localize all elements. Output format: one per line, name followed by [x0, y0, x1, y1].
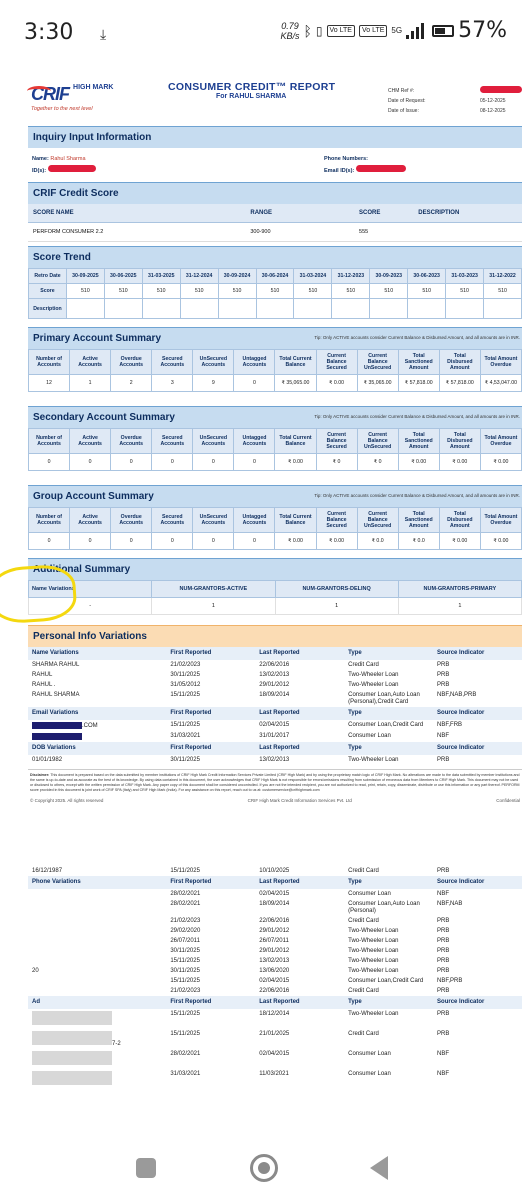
recent-apps-button[interactable] — [136, 1158, 156, 1178]
android-nav-bar — [0, 1140, 527, 1200]
account-value-cell: ₹ 0.0 — [357, 533, 398, 550]
report-for: For RAHUL SHARMA — [216, 93, 287, 100]
score-trend-table: Retro Date 30-09-2025 30-06-2025 31-03-2025 31-12-2024 30-09-2024 30-06-2024 31-03-2024 31-12-2023 30-09-2023 30-06-2023 31-03-2023 31-12-2022 Score 510 510 510 510 510 510 510 510 510 510 510 510 Description — [28, 268, 522, 319]
personal-info-variations: Personal Info Variations Name Variations First Reported Last Reported Type Source Indicator SHARMA RAHUL 21/02/2023 22/06/2016 Credit Card PRB RAHUL 30/11/2025 13/02/2013 Two-Wheeler Loan PRB RAHUL . 31/05/2012 29/01/2012 Two-Wheeler Loan PRB RAHUL SHARMA 15/11/2025 18/09/2014 Consumer Loan,Auto Loan (Personal),Credit Card NBF,NAB,PRB Email Variations First Reported Last Reported Type Source Indicator .COM 15/11/2025 02/04/2015 Consumer Loan,Credit Card NBF,FRB 31/03/2021 31/01/2017 Consumer Loan NBF DOB Variations First Reported Last Reported Type Source Indicator 01/01/1982 30/11/2025 13/02/2013 Two-Wheeler Loan PRB — [28, 625, 522, 765]
table-row: RAHUL 30/11/2025 13/02/2013 Two-Wheeler Loan PRB — [32, 671, 450, 678]
score-trend-section: Score Trend Retro Date 30-09-2025 30-06-2025 31-03-2025 31-12-2024 30-09-2024 30-06-2024 31-03-2024 31-12-2023 30-09-2023 30-06-2023 31-03-2023 31-12-2022 Score 510 510 510 510 510 510 510 510 510 510 510 510 Description — [28, 246, 522, 319]
personal-info-table — [28, 647, 522, 765]
account-value-cell: 0 — [234, 375, 275, 392]
table-row: 21/02/2023 22/06/2016 Credit Card PRB — [170, 917, 450, 924]
table-row: 31/03/2021 11/03/2021 Consumer Loan NBF — [28, 1069, 522, 1089]
account-value-cell: ₹ 0 — [357, 454, 398, 471]
account-value-cell: ₹ 0.00 — [275, 533, 316, 550]
crif-logo: CRIF $^{HIGH MARK}$ Together to the next level — [31, 84, 113, 112]
account-value-cell: 0 — [152, 533, 193, 550]
account-col-header: Current Balance Secured — [316, 350, 357, 375]
table-row: 28/02/2021 02/04/2015 Consumer Loan NBF — [170, 890, 450, 897]
account-value-cell: ₹ 35,065.00 — [357, 375, 398, 392]
account-col-header: Total Sanctioned Amount — [398, 508, 439, 533]
account-col-header: Current Balance UnSecured — [357, 429, 398, 454]
inquiry-section: Inquiry Input Information Name: Rahul Sharma ID(s): Phone Numbers: Email ID(s): — [28, 126, 522, 178]
report-header — [28, 72, 522, 122]
account-col-header: Total Amount Overdue — [480, 508, 521, 533]
net-speed: 0.79 KB/s — [280, 20, 300, 41]
redaction-mark — [32, 722, 82, 729]
account-col-header: Untagged Accounts — [234, 508, 275, 533]
report-page-1 — [28, 72, 522, 805]
account-value-cell: ₹ 0.00 — [398, 454, 439, 471]
variation-header-row: Phone Variations First Reported Last Reported Type Source Indicator — [28, 876, 522, 889]
volte-badge-2: Vo LTE — [359, 25, 387, 37]
account-col-header: Total Current Balance — [275, 508, 316, 533]
table-row: 30/11/2025 29/01/2012 Two-Wheeler Loan PRB — [170, 947, 450, 954]
table-row: 31/03/2021 31/01/2017 Consumer Loan NBF — [28, 731, 522, 742]
table-row: 20 30/11/2025 13/06/2020 Two-Wheeler Loan PRB — [32, 967, 450, 974]
score-table: SCORE NAME RANGE SCORE DESCRIPTION PERFORM CONSUMER 2.2 300-900 555 — [28, 204, 522, 242]
table-row: 15/11/2025 02/04/2015 Consumer Loan,Credit Card NBF,PRB — [170, 977, 463, 984]
table-row: .COM 15/11/2025 02/04/2015 Consumer Loan,Credit Card NBF,FRB — [28, 720, 522, 731]
table-row: 26/07/2011 26/07/2011 Two-Wheeler Loan PRB — [170, 937, 450, 944]
redaction-mark — [32, 1031, 112, 1045]
status-icons — [280, 18, 507, 43]
account-value-cell: ₹ 57,818.00 — [439, 375, 480, 392]
signal-icon — [406, 23, 428, 39]
variations-table-continued — [28, 866, 522, 1089]
page-footer: © Copyright 2025. All rights reserved CRIF High Mark Credit Information Services Pvt. Ltd Confidential — [30, 798, 520, 804]
account-col-header: Current Balance UnSecured — [357, 508, 398, 533]
account-col-header: Number of Accounts — [29, 429, 70, 454]
account-col-header: Active Accounts — [70, 508, 111, 533]
account-col-header: Secured Accounts — [152, 429, 193, 454]
account-col-header: Total Sanctioned Amount — [398, 350, 439, 375]
account-value-cell: 0 — [234, 533, 275, 550]
account-value-cell: ₹ 35,065.00 — [275, 375, 316, 392]
disclaimer: Disclaimer: This document is prepared based on the data submitted by member institutions of CRIF High Mark Credit Information Services Private Limited (CRIF High Mark) and by using the proprietary match logic of CRIF High Mark. No alterations are made to the data submitted by member institutions and the same is up-to-date and as accurate as the best of its knowledge. By using data contained in this document, the user acknowledges that CRIF High Mark is not responsible for errors/omissions resulting from submission of erroneous data from Members to CRIF High Mark. This document may not be used or disclosed to others, except with the written permission of CRIF High Mark. Any paper copy of this document shall be considered uncontrolled. If you are not the intended recipient, you are not authorized to read, print, retain, copy, disseminate, distribute or use this information or any part thereof. PERFORM score provided in this document is joint work of CRIF SPA (Italy) and CRIF High Mark (India). For any assistance on this report, reach out to us at: customerservice@crifhighmark.com — [28, 769, 522, 796]
clock: 3:30 — [24, 20, 74, 45]
account-value-cell: ₹ 0.00 — [480, 533, 521, 550]
account-value-cell: 0 — [193, 533, 234, 550]
secondary-account-summary: Secondary Account Summary Tip: Only ACTIVE accounts consider Current Balance & Disbursed Amount, and all amounts are in INR. Number of Accounts Active Accounts Overdue Accounts Secured Accounts UnSecured Accounts Untagged Accounts Total Current Balance Current Balance Secured Current Balance UnSecured Total Sanctioned Amount Total Disbursed Amount Total Amount Overdue 0 0 0 0 0 0 ₹ 0.00 ₹ 0 ₹ 0 ₹ 0.00 ₹ 0.00 ₹ 0.00 — [28, 406, 522, 471]
table-row: 7-2 15/11/2025 21/01/2025 Credit Card PRB — [28, 1029, 522, 1049]
account-col-header: Secured Accounts — [152, 508, 193, 533]
account-col-header: Active Accounts — [70, 350, 111, 375]
account-value-cell: 0 — [193, 454, 234, 471]
vibrate-icon: ▯ — [315, 23, 323, 38]
redaction-mark — [32, 1051, 112, 1065]
table-row: 28/02/2021 02/04/2015 Consumer Loan NBF — [28, 1049, 522, 1069]
variation-header-row: Name Variations First Reported Last Reported Type Source Indicator — [28, 647, 522, 660]
additional-summary: Additional Summary Name Variations NUM-GRANTORS-ACTIVE NUM-GRANTORS-DELINQ NUM-GRANTORS-PRIMARY - 1 1 1 — [28, 558, 522, 615]
variation-header-row: DOB Variations First Reported Last Reported Type Source Indicator — [28, 742, 522, 755]
redaction-mark — [32, 733, 82, 740]
account-col-header: Overdue Accounts — [111, 350, 152, 375]
status-bar — [0, 0, 527, 60]
account-value-cell: ₹ 0 — [316, 454, 357, 471]
redaction-mark — [32, 1071, 112, 1085]
account-col-header: Number of Accounts — [29, 508, 70, 533]
secondary-account-table — [28, 428, 522, 471]
table-row: 16/12/1987 15/11/2025 10/10/2025 Credit Card PRB — [32, 867, 450, 874]
account-col-header: Total Disbursed Amount — [439, 350, 480, 375]
account-col-header: Number of Accounts — [29, 350, 70, 375]
report-title: CONSUMER CREDIT™ REPORT — [168, 81, 336, 93]
battery-icon — [432, 25, 454, 37]
account-col-header: Total Sanctioned Amount — [398, 429, 439, 454]
network-type: 5G — [391, 26, 403, 35]
account-value-cell: ₹ 0.00 — [480, 454, 521, 471]
account-col-header: Total Current Balance — [275, 429, 316, 454]
account-col-header: Untagged Accounts — [234, 350, 275, 375]
volte-badge-1: Vo LTE — [327, 25, 355, 37]
account-col-header: UnSecured Accounts — [193, 508, 234, 533]
account-value-cell: ₹ 0.0 — [398, 533, 439, 550]
variation-header-row: Ad First Reported Last Reported Type Source Indicator — [28, 996, 522, 1009]
score-section: CRIF Credit Score SCORE NAME RANGE SCORE DESCRIPTION PERFORM CONSUMER 2.2 300-900 555 — [28, 182, 522, 242]
logo-swoosh-icon — [27, 86, 51, 96]
account-col-header: Total Disbursed Amount — [439, 429, 480, 454]
table-row: RAHUL SHARMA 15/11/2025 18/09/2014 Consumer Loan,Auto Loan (Personal),Credit Card NBF,NAB,PRB — [32, 691, 477, 705]
account-col-header: Current Balance UnSecured — [357, 350, 398, 375]
account-value-cell: 0 — [234, 454, 275, 471]
account-value-cell: ₹ 0.00 — [439, 454, 480, 471]
account-value-cell: 0 — [70, 454, 111, 471]
table-row: 29/02/2020 29/01/2012 Two-Wheeler Loan PRB — [170, 927, 450, 934]
account-col-header: Total Amount Overdue — [480, 350, 521, 375]
additional-summary-table: Name Variations NUM-GRANTORS-ACTIVE NUM-GRANTORS-DELINQ NUM-GRANTORS-PRIMARY - 1 1 1 — [28, 580, 522, 615]
group-account-table — [28, 507, 522, 550]
account-value-cell: 2 — [111, 375, 152, 392]
account-col-header: Overdue Accounts — [111, 508, 152, 533]
account-value-cell: 0 — [111, 454, 152, 471]
account-col-header: Total Amount Overdue — [480, 429, 521, 454]
account-col-header: Secured Accounts — [152, 350, 193, 375]
table-row: 15/11/2025 18/12/2014 Two-Wheeler Loan PRB — [28, 1009, 522, 1029]
section-title: Inquiry Input Information — [28, 126, 522, 148]
account-value-cell: 3 — [152, 375, 193, 392]
battery-percent: 57% — [458, 18, 507, 43]
primary-account-table — [28, 349, 522, 392]
bluetooth-icon: ᛒ — [303, 22, 312, 39]
back-button[interactable] — [370, 1156, 388, 1180]
account-value-cell: ₹ 0.00 — [275, 454, 316, 471]
account-col-header: Total Disbursed Amount — [439, 508, 480, 533]
account-col-header: Active Accounts — [70, 429, 111, 454]
table-row: 01/01/1982 30/11/2025 13/02/2013 Two-Wheeler Loan PRB — [32, 756, 450, 763]
account-value-cell: 1 — [70, 375, 111, 392]
account-value-cell: 12 — [29, 375, 70, 392]
redaction-mark — [32, 1011, 112, 1025]
account-col-header: Overdue Accounts — [111, 429, 152, 454]
report-page-2 — [28, 866, 522, 1089]
account-value-cell: 9 — [193, 375, 234, 392]
account-value-cell: ₹ 0.00 — [439, 533, 480, 550]
account-value-cell: ₹ 0.00 — [316, 375, 357, 392]
home-button[interactable] — [250, 1154, 278, 1182]
account-col-header: Current Balance Secured — [316, 508, 357, 533]
account-value-cell: 0 — [70, 533, 111, 550]
account-value-cell: 0 — [29, 454, 70, 471]
account-col-header: Current Balance Secured — [316, 429, 357, 454]
variation-header-row: Email Variations First Reported Last Reported Type Source Indicator — [28, 707, 522, 720]
table-row: RAHUL . 31/05/2012 29/01/2012 Two-Wheeler Loan PRB — [32, 681, 450, 688]
table-row: 15/11/2025 13/02/2013 Two-Wheeler Loan PRB — [170, 957, 450, 964]
primary-account-summary: Primary Account Summary Tip: Only ACTIVE accounts consider Current Balance & Disbursed Amount, and all amounts are in INR. Number of Accounts Active Accounts Overdue Accounts Secured Accounts UnSecured Accounts Untagged Accounts Total Current Balance Current Balance Secured Current Balance UnSecured Total Sanctioned Amount Total Disbursed Amount Total Amount Overdue 12 1 2 3 9 0 ₹ 35,065.00 ₹ 0.00 ₹ 35,065.00 ₹ 57,818.00 ₹ 57,818.00 ₹ 4,53,047.00 — [28, 327, 522, 392]
account-value-cell: ₹ 0.00 — [316, 533, 357, 550]
account-value-cell: ₹ 4,53,047.00 — [480, 375, 521, 392]
account-value-cell: 0 — [29, 533, 70, 550]
report-meta: CHM Ref #: Date of Request: 05-12-2025 Date of Issue: 08-12-2025 — [388, 86, 426, 116]
group-account-summary: Group Account Summary Tip: Only ACTIVE accounts consider Current Balance & Disbursed Amount, and all amounts are in INR. Number of Accounts Active Accounts Overdue Accounts Secured Accounts UnSecured Accounts Untagged Accounts Total Current Balance Current Balance Secured Current Balance UnSecured Total Sanctioned Amount Total Disbursed Amount Total Amount Overdue 0 0 0 0 0 0 ₹ 0.00 ₹ 0.00 ₹ 0.0 ₹ 0.0 ₹ 0.00 ₹ 0.00 — [28, 485, 522, 550]
table-row: SHARMA RAHUL 21/02/2023 22/06/2016 Credit Card PRB — [32, 661, 450, 668]
account-value-cell: 0 — [111, 533, 152, 550]
account-col-header: Total Current Balance — [275, 350, 316, 375]
download-icon: ⤓ — [100, 26, 107, 42]
account-value-cell: ₹ 57,818.00 — [398, 375, 439, 392]
account-col-header: UnSecured Accounts — [193, 350, 234, 375]
account-value-cell: 0 — [152, 454, 193, 471]
account-col-header: Untagged Accounts — [234, 429, 275, 454]
account-col-header: UnSecured Accounts — [193, 429, 234, 454]
table-row: 21/02/2023 22/06/2016 Credit Card PRB — [170, 987, 450, 994]
table-row: 28/02/2021 18/09/2014 Consumer Loan,Auto Loan (Personal) NBF,NAB — [170, 900, 463, 914]
